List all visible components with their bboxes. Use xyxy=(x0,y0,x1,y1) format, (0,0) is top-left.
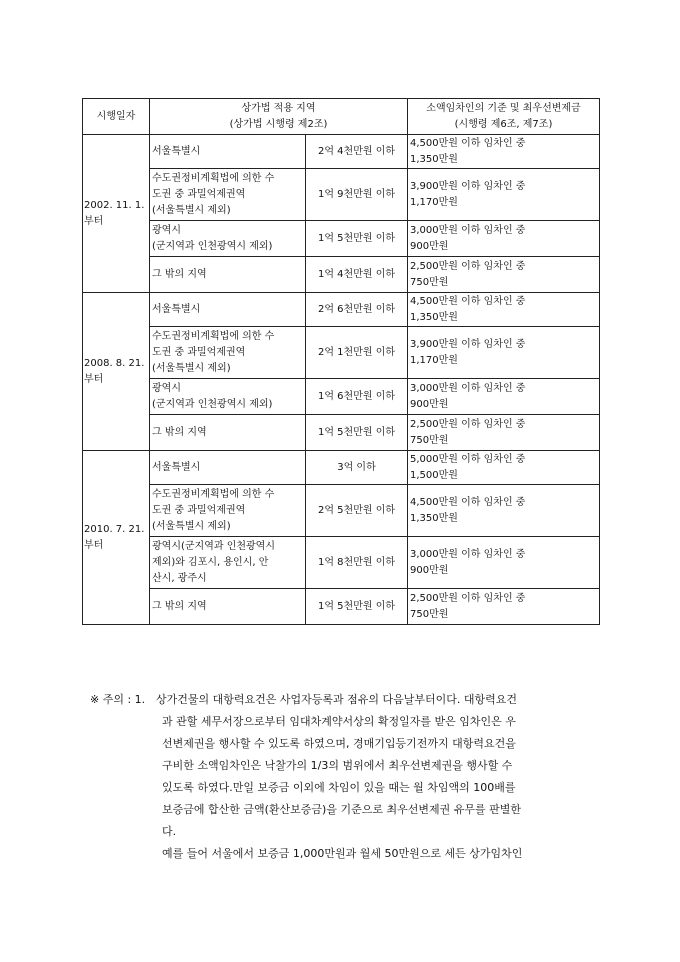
effective-date-line: 부터 xyxy=(84,539,104,551)
effective-date-cell xyxy=(83,451,150,625)
region-line: 서울특별시 xyxy=(152,303,201,315)
priority-repayment-line: 3,900만원 이하 임차인 중 xyxy=(410,180,526,192)
header-date: 시행일자 xyxy=(83,99,150,135)
table-row xyxy=(83,537,600,589)
priority-repayment-line: 750만원 xyxy=(410,608,449,620)
note-first-row xyxy=(90,689,602,711)
note-prefix: ※ 주의 : 1. xyxy=(90,693,146,706)
priority-repayment-line: 900만원 xyxy=(410,240,449,252)
protection-table-container xyxy=(82,98,599,625)
header-deposit-line2: (시행령 제6조, 제7조) xyxy=(454,118,553,130)
region-cell xyxy=(150,589,306,625)
region-line: 수도권정비계획법에 의한 수 xyxy=(152,488,275,500)
effective-date-cell xyxy=(83,293,150,451)
region-cell xyxy=(150,135,306,169)
region-cell xyxy=(150,379,306,415)
priority-repayment-line: 3,000만원 이하 임차인 중 xyxy=(410,548,526,560)
note-line: 예를 들어 서울에서 보증금 1,000만원과 월세 50만원으로 세든 상가임차인 xyxy=(162,847,523,860)
note-line: 있도록 하였다.만일 보증금 이외에 차임이 있을 때는 월 차임액의 100배를 xyxy=(162,781,516,794)
table-row xyxy=(83,221,600,257)
table-row xyxy=(83,485,600,537)
effective-date-cell xyxy=(83,135,150,293)
deposit-limit-cell: 1억 5천만원 이하 xyxy=(306,221,408,257)
table-row xyxy=(83,135,600,169)
effective-date-line: 부터 xyxy=(84,215,104,227)
deposit-limit-cell: 1억 5천만원 이하 xyxy=(306,415,408,451)
note-continuation xyxy=(90,711,602,865)
priority-repayment-cell xyxy=(408,589,600,625)
region-line: 광역시 xyxy=(152,224,181,236)
deposit-limit-cell: 1억 8천만원 이하 xyxy=(306,537,408,589)
region-line: 서울특별시 xyxy=(152,461,201,473)
deposit-limit-cell: 1억 6천만원 이하 xyxy=(306,379,408,415)
header-region-line2: (상가법 시행령 제2조) xyxy=(229,118,328,130)
priority-repayment-line: 1,350만원 xyxy=(410,512,458,524)
deposit-limit-cell: 2억 4천만원 이하 xyxy=(306,135,408,169)
region-line: 그 밖의 지역 xyxy=(152,426,207,438)
small-tenant-protection-table xyxy=(82,98,600,625)
priority-repayment-line: 4,500만원 이하 임차인 중 xyxy=(410,496,526,508)
deposit-limit-cell: 1억 9천만원 이하 xyxy=(306,169,408,221)
deposit-limit-cell: 2억 6천만원 이하 xyxy=(306,293,408,327)
region-line: (서울특별시 제외) xyxy=(152,520,231,532)
region-line: 제외)와 김포시, 용인시, 안 xyxy=(152,556,269,568)
priority-repayment-cell xyxy=(408,485,600,537)
priority-repayment-line: 750만원 xyxy=(410,434,449,446)
header-deposit xyxy=(408,99,600,135)
table-header-row xyxy=(83,99,600,135)
region-line: (군지역과 인천광역시 제외) xyxy=(152,240,273,252)
region-line: 그 밖의 지역 xyxy=(152,268,207,280)
effective-date-line: 2010. 7. 21. xyxy=(84,523,145,535)
priority-repayment-cell xyxy=(408,135,600,169)
priority-repayment-line: 1,170만원 xyxy=(410,196,458,208)
table-row xyxy=(83,293,600,327)
table-row xyxy=(83,327,600,379)
note-line: 다. xyxy=(162,825,177,838)
priority-repayment-line: 1,500만원 xyxy=(410,469,458,481)
priority-repayment-line: 3,900만원 이하 임차인 중 xyxy=(410,338,526,350)
table-row xyxy=(83,169,600,221)
note-line: 보증금에 합산한 금액(환산보증금)을 기준으로 최우선변제권 유무를 판별한 xyxy=(162,803,521,816)
priority-repayment-line: 3,000만원 이하 임차인 중 xyxy=(410,224,526,236)
region-line: (서울특별시 제외) xyxy=(152,204,231,216)
region-line: 수도권정비계획법에 의한 수 xyxy=(152,330,275,342)
table-row xyxy=(83,415,600,451)
priority-repayment-line: 4,500만원 이하 임차인 중 xyxy=(410,295,526,307)
priority-repayment-cell xyxy=(408,537,600,589)
priority-repayment-line: 2,500만원 이하 임차인 중 xyxy=(410,592,526,604)
priority-repayment-line: 3,000만원 이하 임차인 중 xyxy=(410,382,526,394)
table-row xyxy=(83,379,600,415)
region-cell xyxy=(150,415,306,451)
region-line: 산시, 광주시 xyxy=(152,572,207,584)
deposit-limit-cell: 2억 1천만원 이하 xyxy=(306,327,408,379)
region-cell xyxy=(150,169,306,221)
deposit-limit-cell: 1억 4천만원 이하 xyxy=(306,257,408,293)
priority-repayment-line: 750만원 xyxy=(410,276,449,288)
priority-repayment-cell xyxy=(408,451,600,485)
header-region xyxy=(150,99,408,135)
region-line: 도권 중 과밀억제권역 xyxy=(152,346,246,358)
region-cell xyxy=(150,293,306,327)
priority-repayment-line: 900만원 xyxy=(410,564,449,576)
effective-date-line: 2008. 8. 21. xyxy=(84,357,145,369)
region-cell xyxy=(150,485,306,537)
header-region-line1: 상가법 적용 지역 xyxy=(241,102,316,114)
region-line: 도권 중 과밀억제권역 xyxy=(152,504,246,516)
region-line: (서울특별시 제외) xyxy=(152,362,231,374)
table-row xyxy=(83,257,600,293)
region-line: 도권 중 과밀억제권역 xyxy=(152,188,246,200)
note-line: 과 관할 세무서장으로부터 임대차계약서상의 확정일자를 받은 임차인은 우 xyxy=(162,715,516,728)
header-deposit-line1: 소액임차인의 기준 및 최우선변제금 xyxy=(426,102,581,114)
table-row xyxy=(83,451,600,485)
priority-repayment-cell xyxy=(408,379,600,415)
priority-repayment-line: 4,500만원 이하 임차인 중 xyxy=(410,137,526,149)
priority-repayment-cell xyxy=(408,293,600,327)
priority-repayment-line: 5,000만원 이하 임차인 중 xyxy=(410,453,526,465)
effective-date-line: 2002. 11. 1. xyxy=(84,199,145,211)
region-line: 수도권정비계획법에 의한 수 xyxy=(152,172,275,184)
region-line: 그 밖의 지역 xyxy=(152,600,207,612)
region-cell xyxy=(150,451,306,485)
priority-repayment-cell xyxy=(408,415,600,451)
region-cell xyxy=(150,257,306,293)
deposit-limit-cell: 1억 5천만원 이하 xyxy=(306,589,408,625)
deposit-limit-cell: 3억 이하 xyxy=(306,451,408,485)
note-first-line: 상가건물의 대항력요건은 사업자등록과 점유의 다음날부터이다. 대항력요건 xyxy=(156,693,518,706)
note-line: 선변제권을 행사할 수 있도록 하였으며, 경매기입등기전까지 대항력요건을 xyxy=(162,737,516,750)
priority-repayment-cell xyxy=(408,327,600,379)
region-cell xyxy=(150,327,306,379)
priority-repayment-line: 900만원 xyxy=(410,398,449,410)
effective-date-line: 부터 xyxy=(84,373,104,385)
region-line: (군지역과 인천광역시 제외) xyxy=(152,398,273,410)
priority-repayment-line: 2,500만원 이하 임차인 중 xyxy=(410,260,526,272)
notes-section xyxy=(90,689,602,865)
region-cell xyxy=(150,537,306,589)
priority-repayment-line: 2,500만원 이하 임차인 중 xyxy=(410,418,526,430)
priority-repayment-line: 1,350만원 xyxy=(410,311,458,323)
priority-repayment-line: 1,350만원 xyxy=(410,153,458,165)
region-line: 광역시(군지역과 인천광역시 xyxy=(152,540,275,552)
region-line: 서울특별시 xyxy=(152,145,201,157)
table-row xyxy=(83,589,600,625)
region-cell xyxy=(150,221,306,257)
deposit-limit-cell: 2억 5천만원 이하 xyxy=(306,485,408,537)
priority-repayment-line: 1,170만원 xyxy=(410,354,458,366)
note-line: 구비한 소액임차인은 낙찰가의 1/3의 범위에서 최우선변제권을 행사할 수 xyxy=(162,759,513,772)
priority-repayment-cell xyxy=(408,169,600,221)
priority-repayment-cell xyxy=(408,257,600,293)
region-line: 광역시 xyxy=(152,382,181,394)
priority-repayment-cell xyxy=(408,221,600,257)
